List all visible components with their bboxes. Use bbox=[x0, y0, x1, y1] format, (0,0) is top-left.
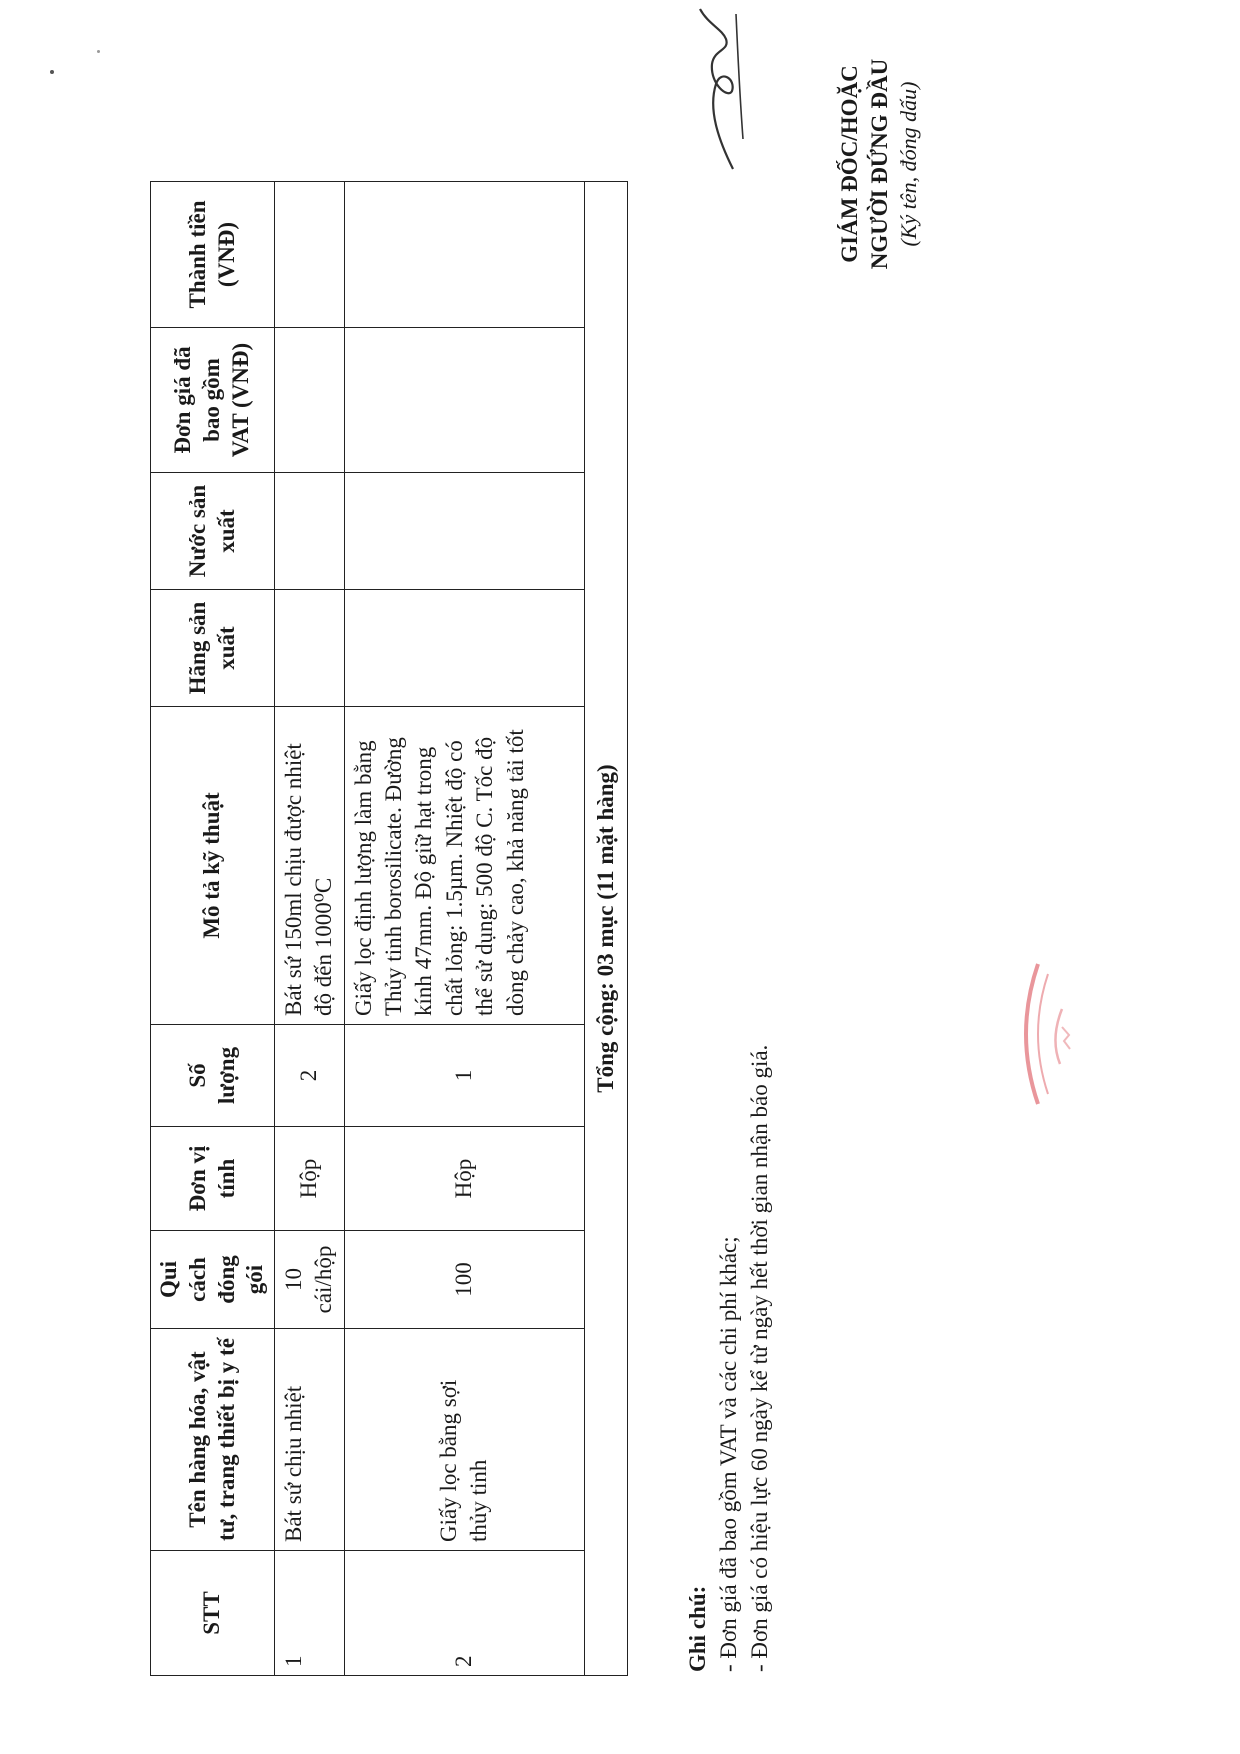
cell-total bbox=[275, 182, 345, 328]
cell-packaging: 10 cái/hộp bbox=[275, 1231, 345, 1329]
table-row bbox=[344, 182, 584, 1676]
table-row bbox=[275, 182, 345, 1676]
cell-quantity: 2 bbox=[275, 1025, 345, 1127]
cell-stt: 2 bbox=[344, 1551, 584, 1676]
cell-unit-price bbox=[344, 328, 584, 473]
cell-manufacturer bbox=[275, 590, 345, 707]
cell-unit: Hộp bbox=[344, 1127, 584, 1231]
cell-total bbox=[344, 182, 584, 328]
table-total-row bbox=[584, 182, 627, 1676]
note-item: - Đơn giá có hiệu lực 60 ngày kể từ ngày hết thời gian nhận báo giá. bbox=[747, 1044, 773, 1672]
cell-stt: 1 bbox=[275, 1551, 345, 1676]
cell-description: Giấy lọc định lượng làm bằng Thủy tinh borosilicate. Đường kính 47mm. Độ giữ hạt trong chất lỏng: 1.5µm. Nhiệt độ có thể sử dụng: 500 độ C. Tốc độ dòng chảy cao, khả năng tải tốt bbox=[344, 707, 584, 1025]
header-manufacturer: Hãng sản xuất bbox=[151, 590, 275, 707]
cell-manufacturer bbox=[344, 590, 584, 707]
signature-block bbox=[835, 14, 923, 314]
header-quantity: Số lượng bbox=[151, 1025, 275, 1127]
signature-line-2: NGƯỜI ĐỨNG ĐẦU bbox=[866, 58, 892, 270]
total-summary: Tổng cộng: 03 mục (11 mặt hàng) bbox=[584, 182, 627, 1676]
header-unit-price: Đơn giá đã bao gồm VAT (VNĐ) bbox=[151, 328, 275, 473]
note-item: - Đơn giá đã bao gồm VAT và các chi phí khác; bbox=[716, 1236, 742, 1672]
cell-quantity: 1 bbox=[344, 1025, 584, 1127]
cell-unit-price bbox=[275, 328, 345, 473]
cell-name: Giấy lọc bằng sợi thủy tinh bbox=[344, 1329, 584, 1551]
header-packaging: Qui cách đóng gói bbox=[151, 1231, 275, 1329]
table-header-row bbox=[151, 182, 275, 1676]
cell-name: Bát sứ chịu nhiệt bbox=[275, 1329, 345, 1551]
header-origin: Nước sản xuất bbox=[151, 473, 275, 590]
cell-unit: Hộp bbox=[275, 1127, 345, 1231]
cell-packaging: 100 bbox=[344, 1231, 584, 1329]
cell-origin bbox=[344, 473, 584, 590]
header-total: Thành tiền (VNĐ) bbox=[151, 182, 275, 328]
header-unit: Đơn vị tính bbox=[151, 1127, 275, 1231]
cell-description: Bát sứ 150ml chịu được nhiệt độ đến 1000⁰C bbox=[275, 707, 345, 1025]
cell-origin bbox=[275, 473, 345, 590]
header-description: Mô tả kỹ thuật bbox=[151, 707, 275, 1025]
notes-title: Ghi chú: bbox=[685, 1585, 710, 1672]
header-stt: STT bbox=[151, 1551, 275, 1676]
header-name: Tên hàng hóa, vật tư, trang thiết bị y tế bbox=[151, 1329, 275, 1551]
quotation-table bbox=[150, 181, 628, 1676]
handwritten-signature-icon bbox=[688, 0, 748, 179]
signature-line-1: GIÁM ĐỐC/HOẶC bbox=[837, 65, 862, 263]
notes bbox=[682, 1045, 775, 1672]
signature-line-3: (Ký tên, đóng dấu) bbox=[895, 81, 921, 247]
red-seal-stamp-icon bbox=[1020, 934, 1130, 1134]
